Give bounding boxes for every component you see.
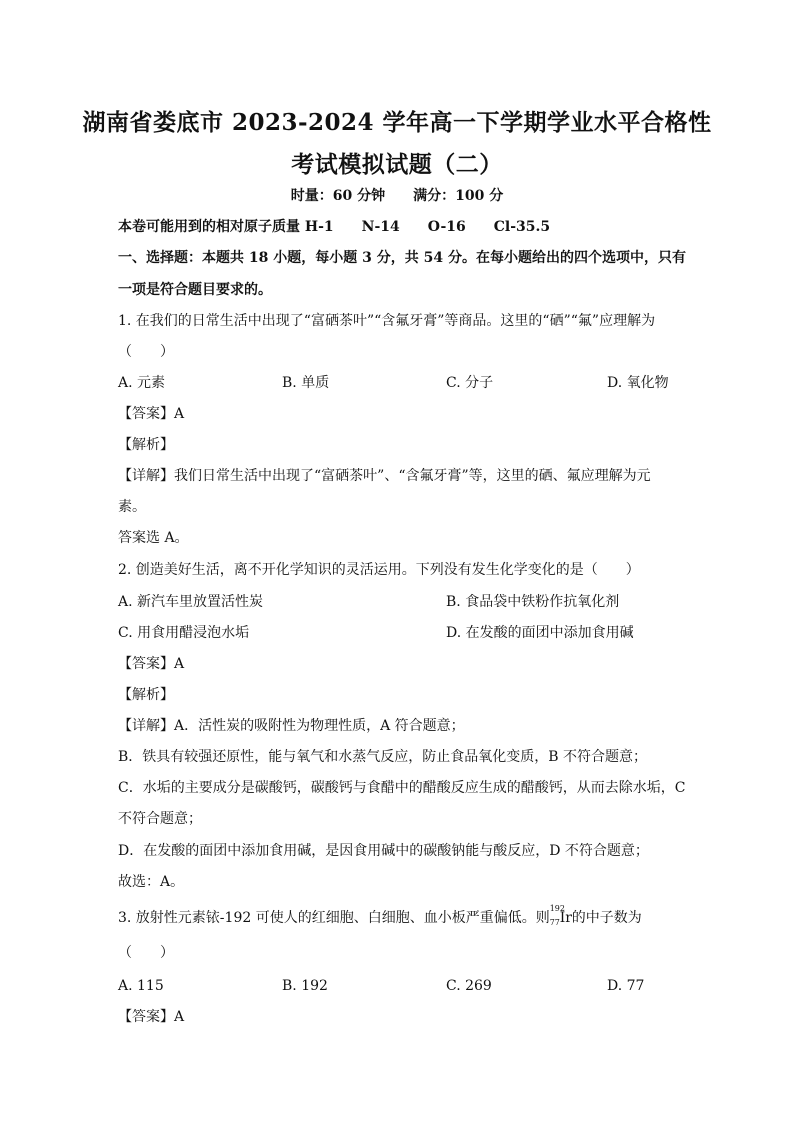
q1-blank: （ ）	[118, 344, 174, 360]
isotope-symbol: Ir	[559, 910, 572, 926]
q1-stem: 1. 在我们的日常生活中出现了“富硒茶叶”“含氟牙膏”等商品。这里的“硒”“氟”应理解为	[118, 313, 656, 329]
q2-detail-line-5: D．在发酸的面团中添加食用碱，是因食用碱中的碳酸钠能与酸反应，D 不符合题意；	[118, 843, 649, 859]
atomic-masses: 本卷可能用到的相对原子质量 H-1 N-14 O-16 Cl-35.5	[118, 219, 551, 235]
q3-option-d: D. 77	[607, 978, 645, 994]
q3-option-b: B. 192	[282, 978, 328, 994]
q1-option-b: B. 单质	[282, 375, 330, 391]
exam-info: 时量：60 分钟 满分：100 分	[290, 188, 504, 204]
q3-stem-after: 的中子数为	[571, 910, 642, 926]
q2-detail-line-1: 【详解】A．活性炭的吸附性为物理性质，A 符合题意；	[118, 718, 465, 734]
iridium-isotope-notation	[549, 904, 572, 928]
q1-detail-line-2: 素。	[118, 499, 146, 515]
q2-option-a: A. 新汽车里放置活性炭	[118, 594, 264, 610]
q2-option-c: C. 用食用醋浸泡水垢	[118, 625, 250, 641]
q1-analysis-label: 【解析】	[118, 437, 174, 453]
q2-detail-line-3: C．水垢的主要成分是碳酸钙，碳酸钙与食醋中的醋酸反应生成的醋酸钙，从而去除水垢，C	[118, 780, 686, 796]
q2-answer: 【答案】A	[118, 656, 185, 672]
q2-option-b: B. 食品袋中铁粉作抗氧化剂	[446, 594, 620, 610]
title-line-2: 考试模拟试题（二）	[291, 151, 503, 178]
q1-detail-line-1: 【详解】我们日常生活中出现了“富硒茶叶”、“含氟牙膏”等，这里的硒、氟应理解为元	[118, 468, 651, 484]
isotope-atomic-number: 77	[549, 918, 560, 927]
q2-detail-line-4: 不符合题意；	[118, 811, 202, 827]
q2-stem: 2. 创造美好生活，离不开化学知识的灵活运用。下列没有发生化学变化的是（ ）	[118, 562, 640, 578]
q1-option-c: C. 分子	[446, 375, 494, 391]
q1-option-d: D. 氧化物	[607, 375, 669, 391]
q3-option-c: C. 269	[446, 978, 492, 994]
q2-option-d: D. 在发酸的面团中添加食用碱	[446, 625, 634, 641]
title-line-1: 湖南省娄底市 2023-2024 学年高一下学期学业水平合格性	[82, 109, 712, 136]
section-heading-line-1: 一、选择题：本题共 18 小题，每小题 3 分，共 54 分。在每小题给出的四个选项中，只有	[118, 250, 686, 266]
q1-conclusion: 答案选 A。	[118, 530, 189, 546]
q3-blank: （ ）	[118, 945, 174, 961]
q1-answer: 【答案】A	[118, 406, 185, 422]
q2-detail-line-2: B．铁具有较强还原性，能与氧气和水蒸气反应，防止食品氧化变质，B 不符合题意；	[118, 749, 648, 765]
q3-answer: 【答案】A	[118, 1009, 185, 1025]
q3-stem	[118, 904, 642, 928]
q2-analysis-label: 【解析】	[118, 687, 174, 703]
section-heading-line-2: 一项是符合题目要求的。	[118, 282, 272, 298]
q3-option-a: A. 115	[118, 978, 164, 994]
q1-option-a: A. 元素	[118, 375, 166, 391]
q2-conclusion: 故选：A。	[118, 874, 185, 890]
isotope-mass-number: 192	[549, 904, 565, 913]
q3-stem-before: 3. 放射性元素铱-192 可使人的红细胞、白细胞、血小板严重偏低。则	[118, 910, 550, 926]
